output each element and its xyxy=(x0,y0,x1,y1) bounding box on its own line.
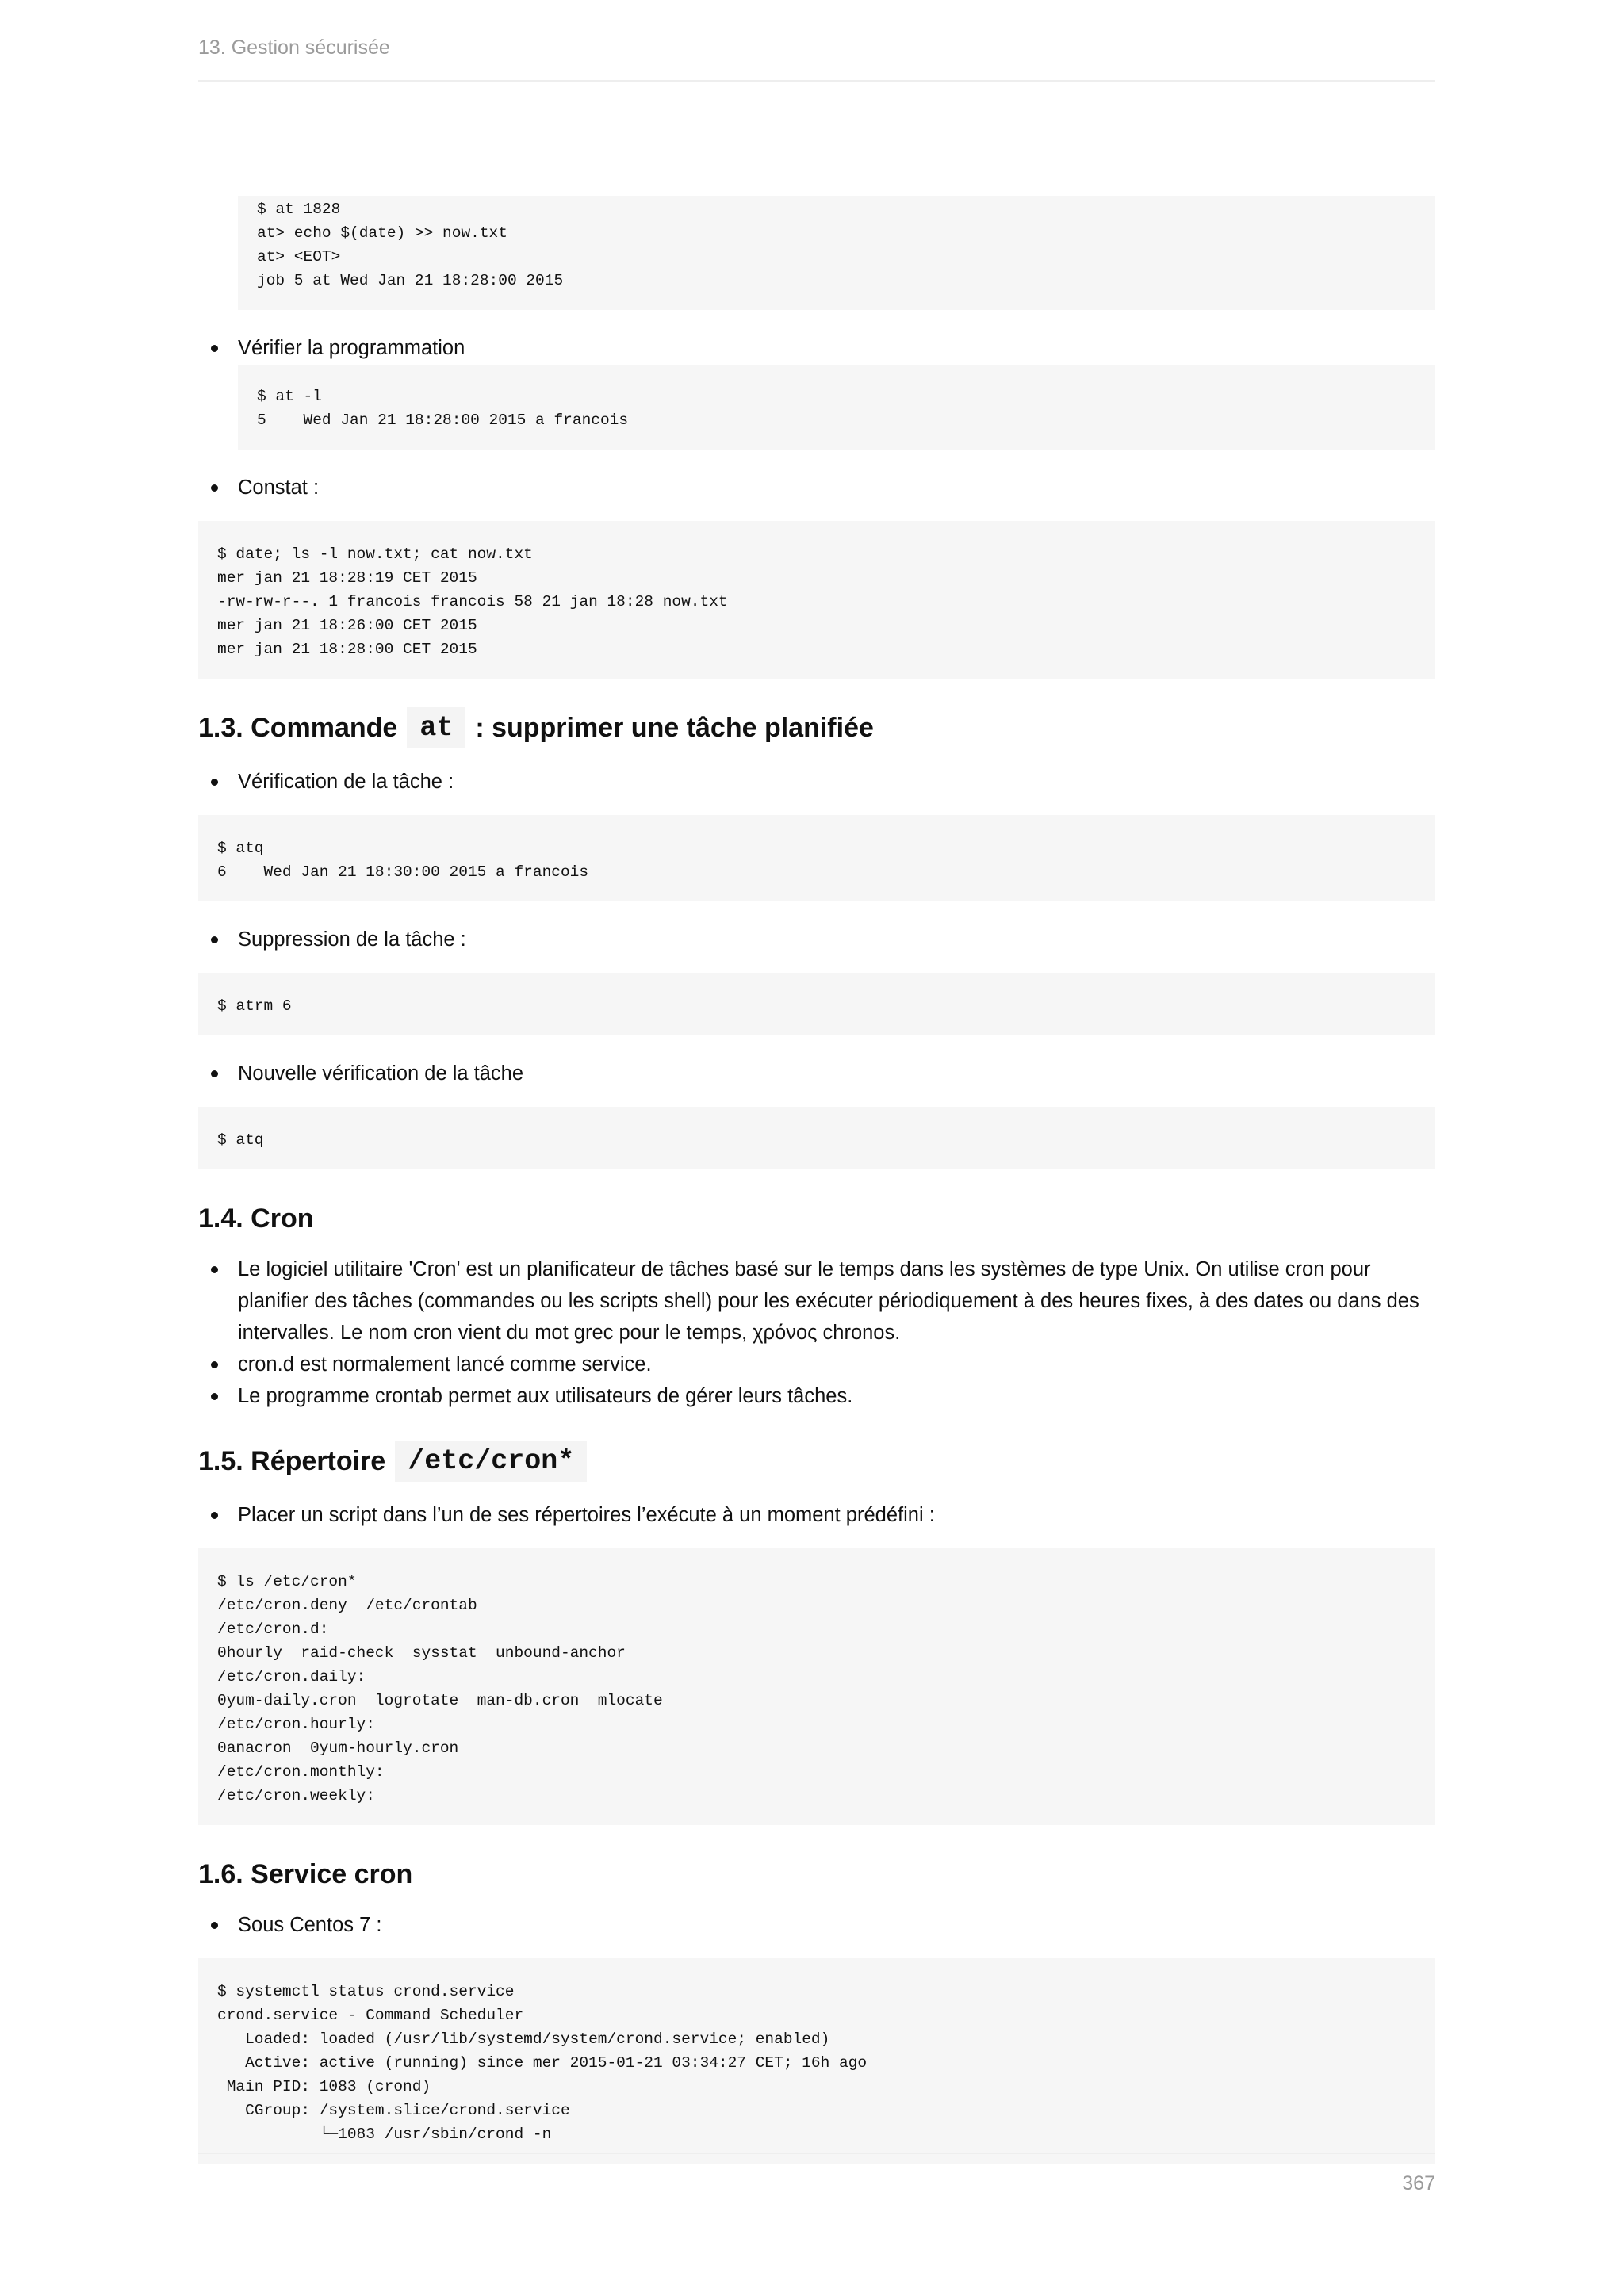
code-block-atrm: $ atrm 6 xyxy=(198,973,1435,1035)
document-page xyxy=(198,0,1435,2296)
list-item: Le logiciel utilitaire 'Cron' est un planificateur de tâches basé sur le temps dans les systèmes de type Unix. On utilise cron pour planifier des tâches (commandes ou les scripts shell) pour les exécuter périodiquement à des heures fixes, à des dates ou dans des intervalles. Le nom cron vient du mot grec pour le temps, χρόνος chronos. xyxy=(198,1253,1435,1349)
running-header: 13. Gestion sécurisée xyxy=(198,36,390,59)
bullet-list xyxy=(198,924,1435,955)
page-number: 367 xyxy=(1402,2172,1435,2195)
code-block-at-schedule: $ at 1828 at> echo $(date) >> now.txt at> <EOT> job 5 at Wed Jan 21 18:28:00 2015 xyxy=(238,196,1435,310)
code-block-constat: $ date; ls -l now.txt; cat now.txt mer jan 21 18:28:19 CET 2015 -rw-rw-r--. 1 francois francois 58 21 jan 18:28 now.txt mer jan 21 18:26:00 CET 2015 mer jan 21 18:28:00 CET 2015 xyxy=(198,521,1435,679)
list-item: Vérifier la programmation xyxy=(198,332,1435,364)
inline-code: /etc/cron* xyxy=(395,1441,587,1482)
code-block-systemctl: $ systemctl status crond.service crond.service - Command Scheduler Loaded: loaded (/usr/lib/systemd/system/crond.service; enabled) Active: active (running) since mer 2015-01-21 03:34:27 CET; 16h ago Main PID: 1083 (crond) CGroup: /system.slice/crond.service └─1083 /usr/sbin/crond -n xyxy=(198,1958,1435,2164)
section-heading-1-6: 1.6. Service cron xyxy=(198,1859,413,1889)
bullet-list xyxy=(198,472,1435,503)
section-heading-1-5 xyxy=(198,1441,1435,1482)
bullet-list xyxy=(198,1058,1435,1089)
bullet-list xyxy=(198,1909,1435,1941)
header-divider xyxy=(198,80,1435,82)
heading-text: 1.3. Commande xyxy=(198,713,398,743)
list-item: Sous Centos 7 : xyxy=(198,1909,1435,1941)
bullet-list xyxy=(198,1499,1435,1531)
inline-code: at xyxy=(407,707,465,748)
list-item: Suppression de la tâche : xyxy=(198,924,1435,955)
heading-text: : supprimer une tâche planifiée xyxy=(475,713,874,743)
list-item: Constat : xyxy=(198,472,1435,503)
code-block-at-list: $ at -l 5 Wed Jan 21 18:28:00 2015 a francois xyxy=(238,365,1435,450)
bullet-list xyxy=(198,332,1435,364)
page-content xyxy=(198,196,1435,2164)
code-block-atq: $ atq 6 Wed Jan 21 18:30:00 2015 a francois xyxy=(198,815,1435,901)
bullet-list-cron xyxy=(198,1253,1435,1412)
section-heading-1-3 xyxy=(198,707,1435,748)
list-item: Le programme crontab permet aux utilisateurs de gérer leurs tâches. xyxy=(198,1380,1435,1412)
list-item: Placer un script dans l’un de ses répertoires l’exécute à un moment prédéfini : xyxy=(198,1499,1435,1531)
heading-text: 1.5. Répertoire xyxy=(198,1446,386,1476)
list-item: Vérification de la tâche : xyxy=(198,766,1435,798)
list-item: Nouvelle vérification de la tâche xyxy=(198,1058,1435,1089)
code-block-ls-cron: $ ls /etc/cron* /etc/cron.deny /etc/crontab /etc/cron.d: 0hourly raid-check sysstat unbound-anchor /etc/cron.daily: 0yum-daily.cron logrotate man-db.cron mlocate /etc/cron.hourly: 0anacron 0yum-hourly.cron /etc/cron.monthly: /etc/cron.weekly: xyxy=(198,1548,1435,1825)
bullet-list xyxy=(198,766,1435,798)
list-item: cron.d est normalement lancé comme service. xyxy=(198,1349,1435,1380)
section-heading-1-4: 1.4. Cron xyxy=(198,1203,314,1234)
code-block-atq2: $ atq xyxy=(198,1107,1435,1169)
footer-divider xyxy=(198,2152,1435,2154)
